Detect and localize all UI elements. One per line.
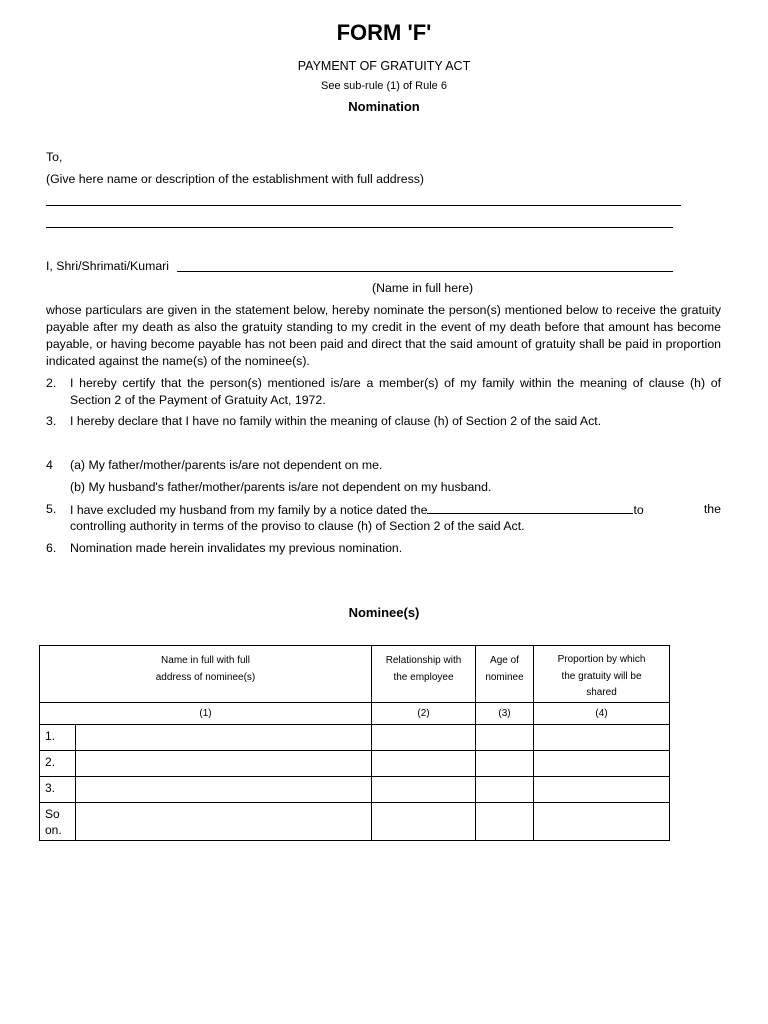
clause-2-number: 2.	[46, 376, 57, 390]
address-line-1[interactable]	[46, 205, 681, 206]
row-serial: 1.	[40, 725, 76, 751]
clause-5-text: I have excluded my husband from my family by a notice dated the	[70, 503, 428, 517]
declarant-label: I, Shri/Shrimati/Kumari	[46, 259, 169, 273]
relationship-cell[interactable]	[372, 803, 476, 841]
row-serial: So on.	[40, 803, 76, 841]
age-cell[interactable]	[476, 777, 534, 803]
column-number-2: (2)	[372, 703, 476, 725]
clause-4a-text: (a) My father/mother/parents is/are not dependent on me.	[70, 458, 383, 472]
column-header-relationship: Relationship with the employee	[372, 646, 476, 703]
column-number-1: (1)	[40, 703, 372, 725]
nominees-table	[39, 645, 670, 841]
column-header-age: Age of nominee	[476, 646, 534, 703]
proportion-cell[interactable]	[534, 725, 670, 751]
column-number-4: (4)	[534, 703, 670, 725]
address-instruction: (Give here name or description of the establishment with full address)	[46, 172, 424, 186]
nominees-heading: Nominee(s)	[348, 605, 420, 620]
declarant-name-line[interactable]	[177, 271, 673, 272]
clause-6-text: Nomination made herein invalidates my previous nomination.	[70, 541, 403, 555]
column-number-3: (3)	[476, 703, 534, 725]
name-caption: (Name in full here)	[372, 281, 474, 295]
age-cell[interactable]	[476, 725, 534, 751]
notice-date-field[interactable]	[427, 501, 633, 514]
relationship-cell[interactable]	[372, 777, 476, 803]
clause-3-number: 3.	[46, 414, 57, 428]
nominee-name-cell[interactable]	[76, 725, 372, 751]
table-row	[40, 751, 670, 777]
form-title: FORM 'F'	[336, 20, 432, 45]
clause-5-line-2: controlling authority in terms of the proviso to clause (h) of Section 2 of the said Act.	[70, 519, 525, 533]
column-header-proportion: Proportion by which the gratuity will be shared	[534, 646, 670, 703]
clause-5-number: 5.	[46, 502, 57, 516]
row-serial: 2.	[40, 751, 76, 777]
clause-5-to: to	[633, 503, 644, 517]
row-serial: 3.	[40, 777, 76, 803]
table-row	[40, 803, 670, 841]
clause-3-text: I hereby declare that I have no family within the meaning of clause (h) of Section 2 of the said Act.	[70, 414, 602, 428]
intro-paragraph: whose particulars are given in the statement below, hereby nominate the person(s) mentioned below to receive the gratuity payable after my death as also the gratuity standing to my credit in the event of my death before that amount has become payable, or having become payable has not been paid and direct that the said amount of gratuity shall be paid in proportion indicated against the name(s) of the nominee(s).	[46, 303, 721, 368]
table-row	[40, 725, 670, 751]
act-name: PAYMENT OF GRATUITY ACT	[297, 59, 471, 73]
address-line-2[interactable]	[46, 227, 673, 228]
age-cell[interactable]	[476, 803, 534, 841]
relationship-cell[interactable]	[372, 751, 476, 777]
clause-5-the: the	[703, 502, 721, 516]
table-row	[40, 777, 670, 803]
sub-rule-reference: See sub-rule (1) of Rule 6	[321, 80, 447, 92]
clause-5-line-1	[70, 501, 721, 519]
relationship-cell[interactable]	[372, 725, 476, 751]
clause-6-number: 6.	[46, 541, 57, 555]
clause-2-text: I hereby certify that the person(s) mentioned is/are a member(s) of my family within the meaning of clause (h) of Section 2 of the Payment of Gratuity Act, 1972.	[70, 376, 721, 407]
column-header-name-address: Name in full with full address of nominee(s)	[40, 646, 372, 703]
proportion-cell[interactable]	[534, 777, 670, 803]
clause-4-number: 4	[46, 458, 53, 472]
proportion-cell[interactable]	[534, 751, 670, 777]
nominee-name-cell[interactable]	[76, 777, 372, 803]
nominee-name-cell[interactable]	[76, 751, 372, 777]
clause-4b-text: (b) My husband's father/mother/parents is/are not dependent on my husband.	[70, 480, 492, 494]
proportion-cell[interactable]	[534, 803, 670, 841]
age-cell[interactable]	[476, 751, 534, 777]
nominee-name-cell[interactable]	[76, 803, 372, 841]
nomination-heading: Nomination	[348, 99, 420, 114]
to-label: To,	[46, 150, 63, 164]
